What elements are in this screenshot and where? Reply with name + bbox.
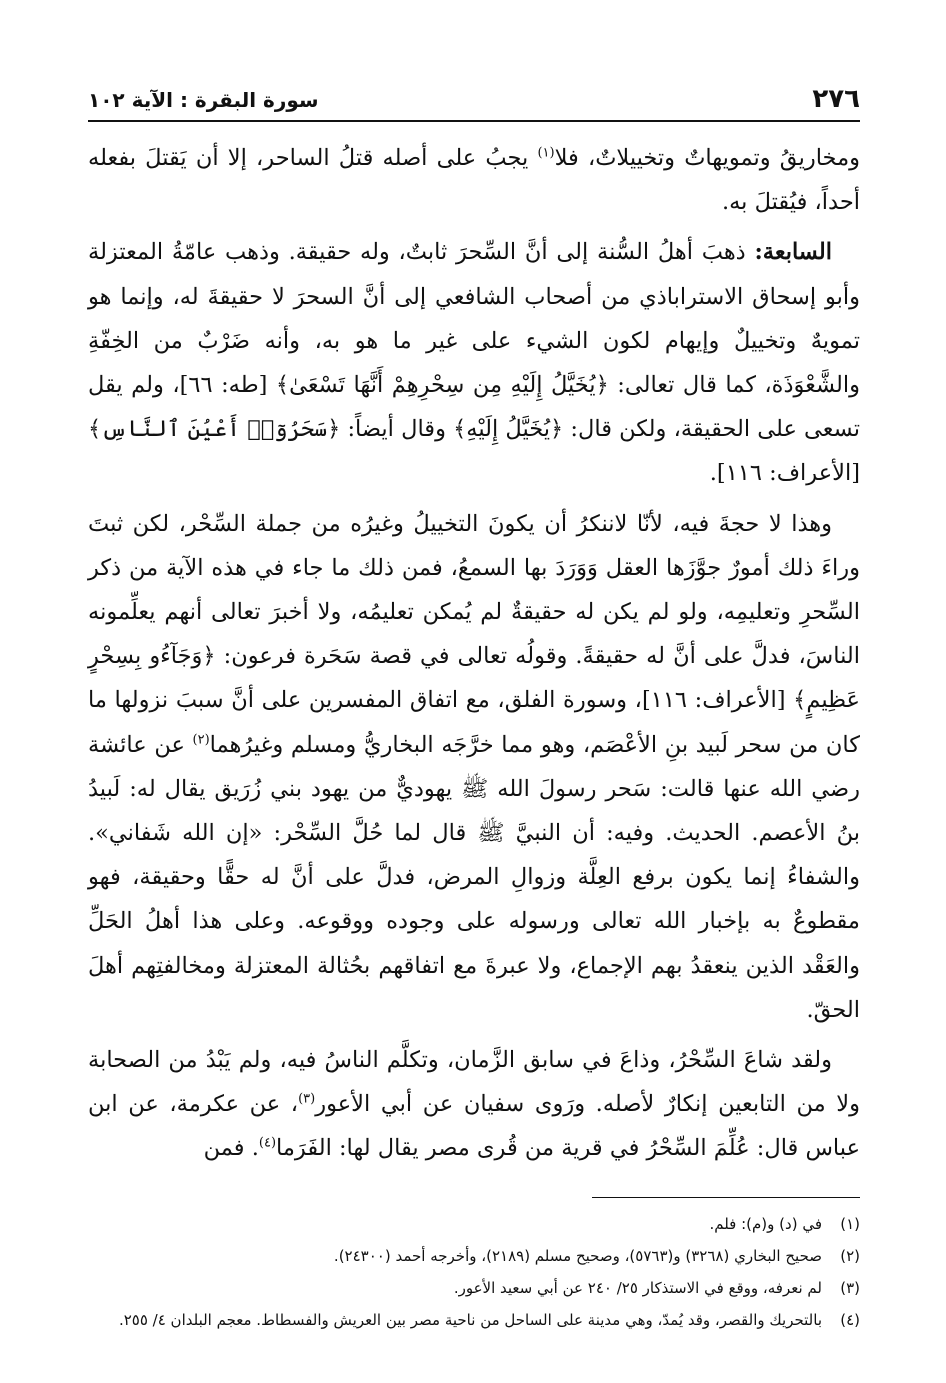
text-run: يجبُ على أصله قتلُ الساحر، إلا أن يَقتلَ بفعله أحداً، فيُقتلَ به. bbox=[88, 145, 860, 216]
footnote-text: في (د) و(م): فلم. bbox=[709, 1214, 822, 1233]
text-run: وهذا لا حجةَ فيه، لأنّا لاننكرُ أن يكونَ التخييلُ وغيرُه من جملة السِّحْر، لكن ثبتَ وراءَ ذلك أمورٌ جوَّزَها العقل وَوَرَدَ بها السمعُ، فمن ذلك ما جاء في هذه الآية من ذكر السِّحرِ وتعليمِه، ولو لم يكن له حقيقةٌ لم يُمكن تعليمُه، ولا أخبرَ تعالى أنهم يعلِّمونه الناسَ، فدلَّ على أنَّ له حقيقةً. وقولُه تعالى في قصة سَحَرة فرعون: bbox=[88, 510, 860, 670]
footnote bbox=[88, 1240, 860, 1272]
footnote-text: بالتحريك والقصر، وقد يُمدّ، وهي مدينة على الساحل من ناحية مصر بين العريش والفسطاط. معجم البلدان ٤/ ٢٥٥. bbox=[118, 1310, 822, 1329]
footnote-number: (٣) bbox=[840, 1278, 860, 1297]
footnote bbox=[88, 1272, 860, 1304]
quran-verse: ﴿يُخَيَّلُ إِلَيْهِ﴾ bbox=[453, 416, 564, 443]
footnote-number: (١) bbox=[840, 1214, 860, 1233]
text-run: وقال أيضاً: bbox=[340, 416, 454, 443]
footnote-marker: (٤) bbox=[258, 1135, 277, 1151]
quran-verse: ﴿يُخَيَّلُ إِلَيْهِ مِن سِحْرِهِمْ أَنَّهَا تَسْعَىٰ﴾ bbox=[275, 372, 609, 399]
text-run: [الأعراف: ١١٦]. bbox=[709, 460, 860, 487]
quran-verse: ﴿وَجَآءُو بِسِحْرٍ عَظِيمٍ﴾ bbox=[88, 643, 860, 714]
page-number: ٢٧٦ bbox=[812, 84, 860, 114]
text-run: ومخاريقُ وتمويهاتٌ وتخييلاتٌ، فلا bbox=[554, 145, 860, 171]
footnote bbox=[88, 1304, 860, 1336]
paragraph bbox=[88, 1038, 860, 1171]
text-run: ذهبَ أهلُ السُّنة إلى أنَّ السِّحرَ ثابتٌ، وله حقيقة. وذهب عامّةُ المعتزلة وأبو إسحاق الاستراباذي من أصحاب الشافعي إلى أنَّ السحرَ لا حقيقةَ له، وإنما هو تمويهٌ وتخييلٌ وإيهام لكون الشيء على غير ما هو به، وأنه ضَرْبٌ من الخِفّةِ والشَّعْوَذَة، كما قال تعالى: bbox=[88, 239, 860, 399]
text-run: ، عن عكرمة، عن ابن عباس قال: عُلِّمَ السِّحْرُ في قرية من قُرى مصر يقال لها: الفَرَما bbox=[88, 1091, 860, 1162]
page-header bbox=[88, 80, 860, 122]
paragraph bbox=[88, 136, 860, 224]
quran-verse: ﴿سَحَرُوٓا۟ أَعْيُنَ ٱلنَّاسِ﴾ bbox=[88, 416, 341, 443]
footnotes bbox=[88, 1208, 860, 1336]
paragraph bbox=[88, 230, 860, 495]
text-run: عن عائشة رضي الله عنها قالت: سَحر رسولَ الله ﷺ يهوديٌّ من يهود بني زُرَيق يقال له: لَبيدُ بنُ الأعصم. الحديث. وفيه: أن النبيَّ ﷺ قال لما حُلَّ السِّحْر: «إن الله شَفاني». والشفاءُ إنما يكون برفع العِلَّة وزوالِ المرض، فدلَّ على أنَّ له حقًّا وحقيقة، فهو مقطوعٌ به بإخبار الله تعالى ورسوله على وجوده ووقوعه. وعلى هذا أهلُ الحَلِّ والعَقْد الذين ينعقدُ بهم الإجماع، ولا عبرةَ مع اتفاقهم بحُثالة المعتزلة ومخالفتِهم أهلَ الحقّ. bbox=[88, 731, 860, 1023]
book-page bbox=[88, 80, 860, 1340]
running-title: سورة البقرة : الآية ١٠٢ bbox=[88, 88, 319, 112]
footnote bbox=[88, 1208, 860, 1240]
main-text bbox=[88, 136, 860, 1171]
footnote-text: صحيح البخاري (٣٢٦٨) و(٥٧٦٣)، وصحيح مسلم (٢١٨٩)، وأخرجه أحمد (٢٤٣٠٠). bbox=[333, 1246, 822, 1265]
footnote-number: (٢) bbox=[840, 1246, 860, 1265]
footnote-marker: (١) bbox=[537, 145, 555, 161]
section-lead-word: السابعة: bbox=[754, 239, 832, 266]
text-run: . فمن bbox=[203, 1135, 259, 1162]
paragraph bbox=[88, 502, 860, 1032]
footnote-marker: (٣) bbox=[298, 1091, 316, 1107]
text-run: [الأعراف: ١١٦]، وسورة الفلق، مع اتفاق المفسرين على أنَّ سببَ نزولها ما كان من سحر لَبيد بنِ الأعْصَم، وهو مما خرَّجَه البخاريُّ ومسلم وغيرُهما bbox=[88, 687, 860, 758]
footnote-divider bbox=[592, 1197, 860, 1198]
text-run: ولقد شاعَ السِّحْرُ، وذاعَ في سابق الزَّمان، وتكلَّم الناسُ فيه، ولم يَبْدُ من الصحابة ولا من التابعين إنكارٌ لأصله. ورَوى سفيان عن أبي الأعور bbox=[88, 1047, 860, 1118]
footnote-number: (٤) bbox=[840, 1310, 860, 1329]
footnote-text: لم نعرفه، ووقع في الاستذكار ٢٥/ ٢٤٠ عن أبي سعيد الأعور. bbox=[453, 1278, 822, 1297]
footnote-marker: (٢) bbox=[192, 732, 210, 748]
text-run: [طه: ٦٦]، ولم يقل تسعى على الحقيقة، ولكن قال: bbox=[88, 372, 860, 443]
